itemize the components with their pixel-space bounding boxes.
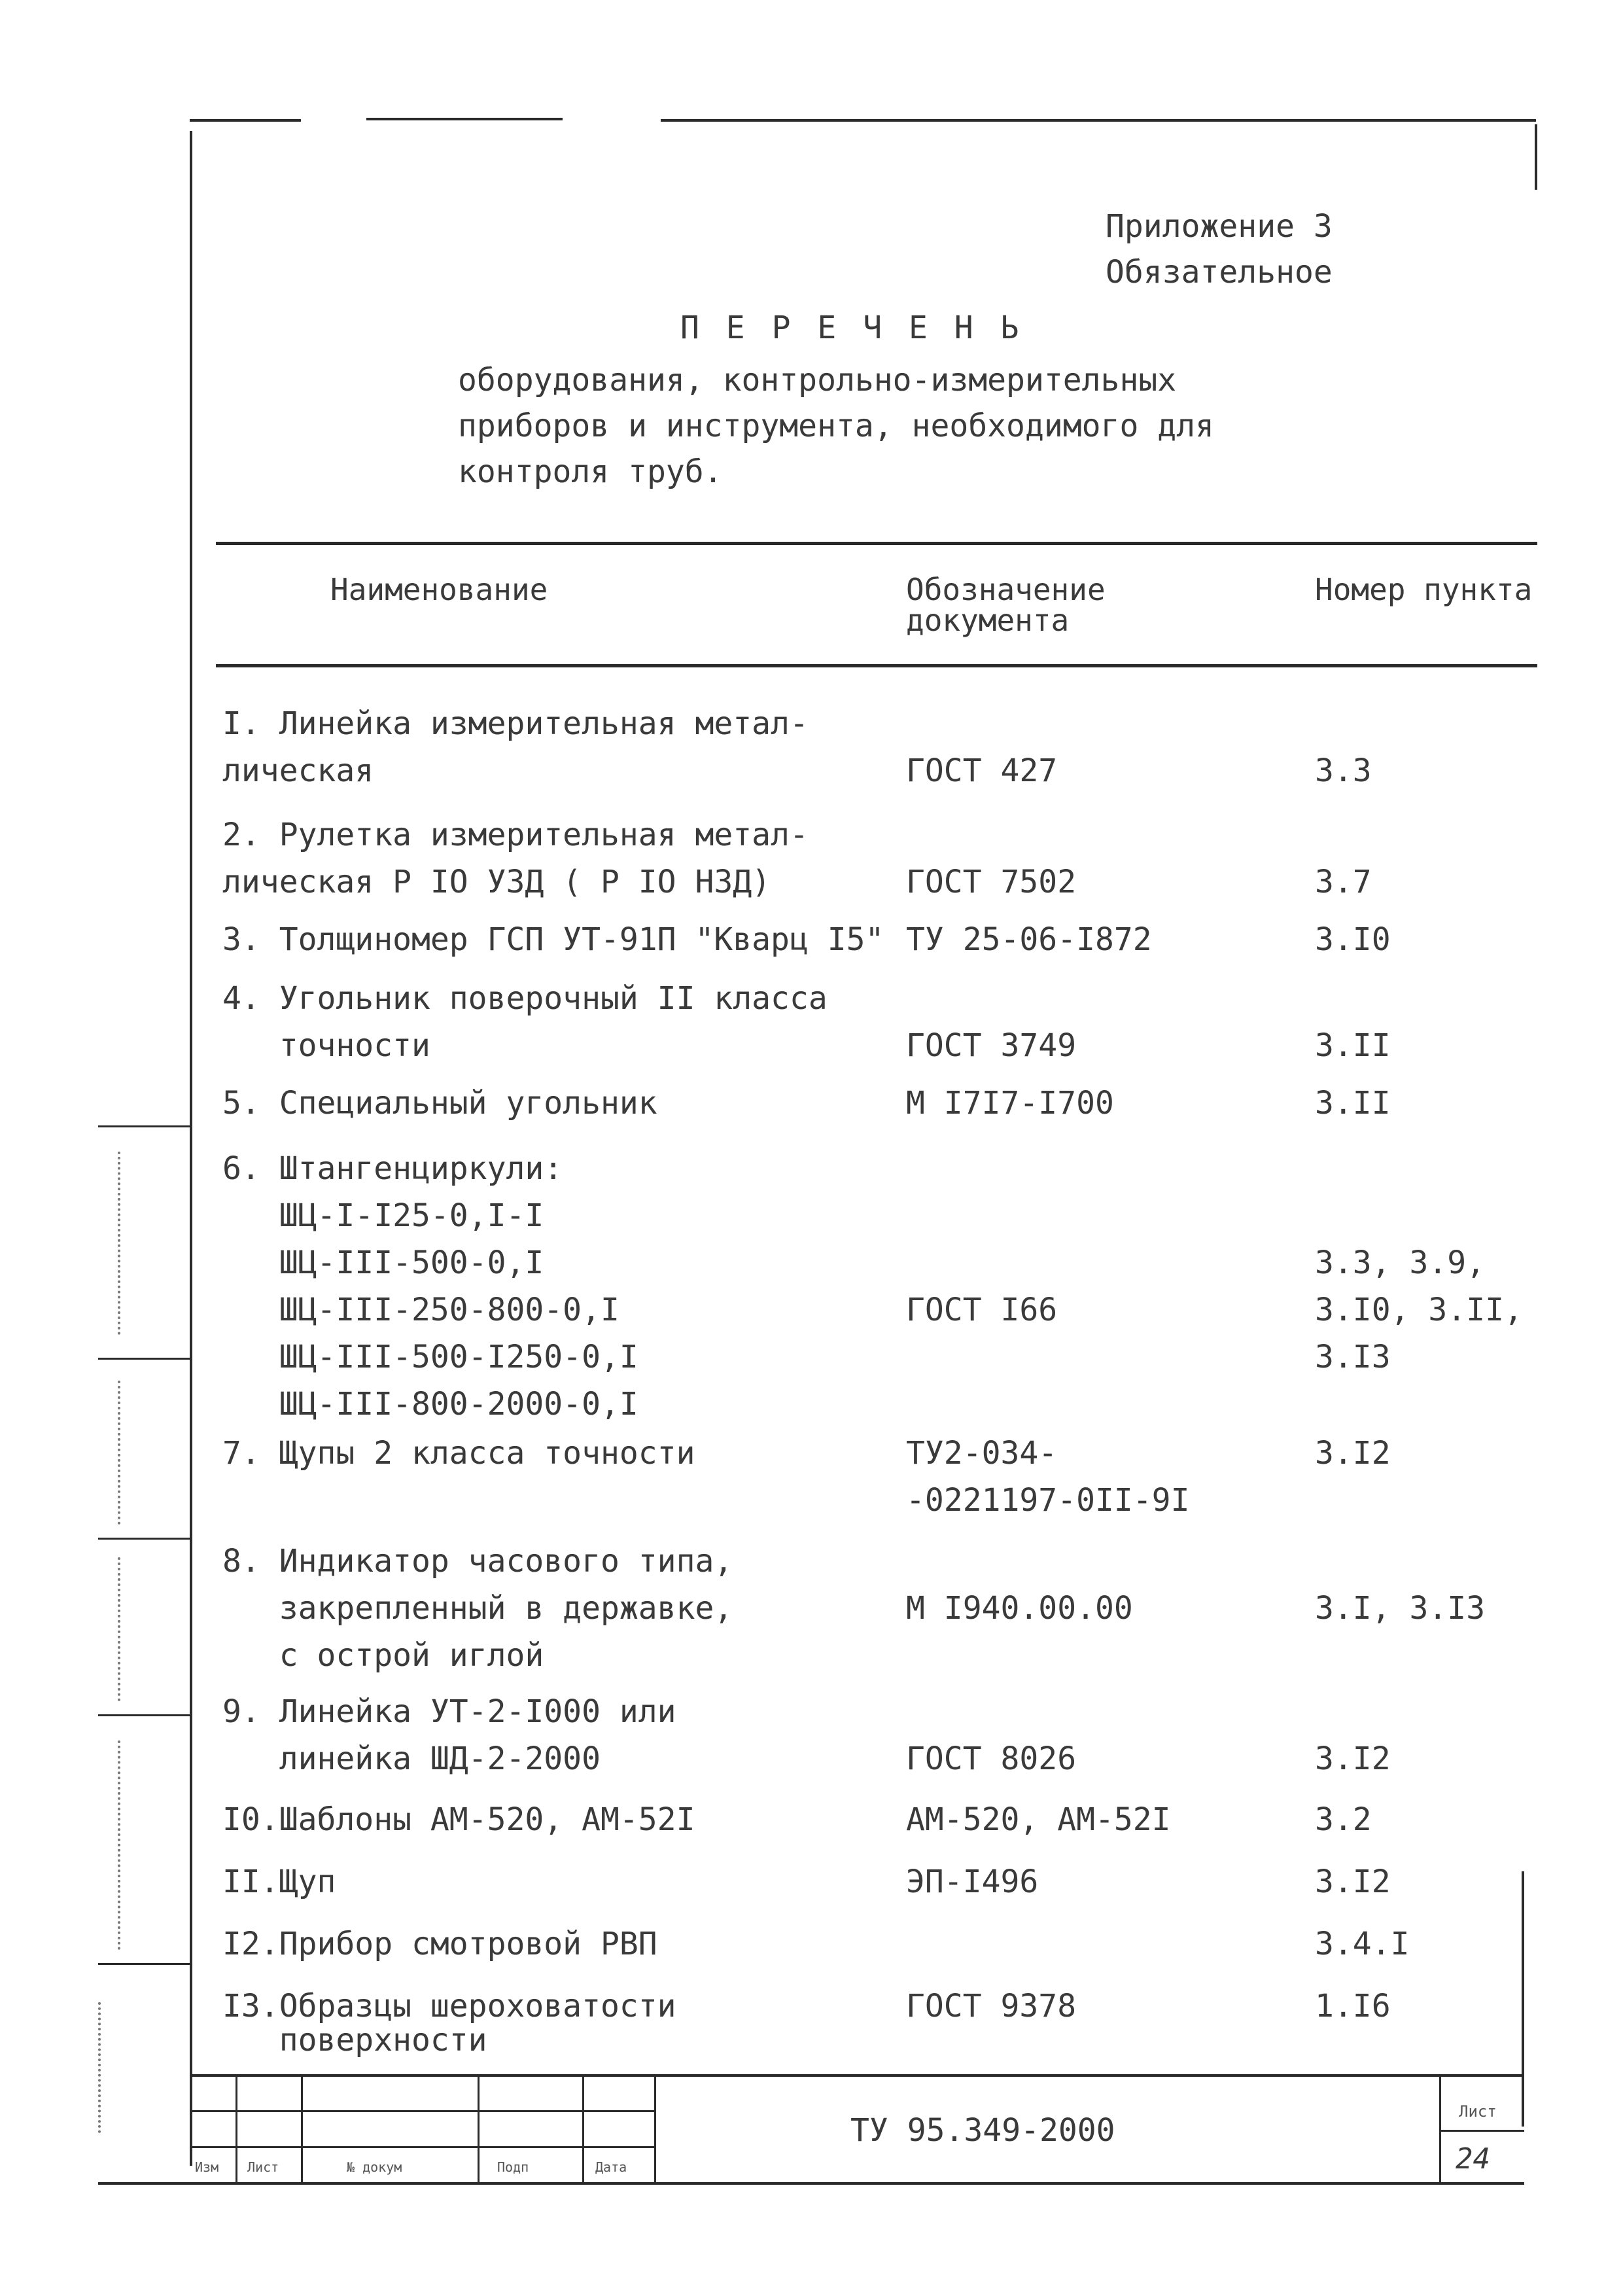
stamp-col-rule: [582, 2074, 584, 2182]
row-point: 3.I, 3.I3: [1315, 1590, 1486, 1627]
row-doc: ТУ2-034-: [906, 1435, 1058, 1472]
row-doc: ГОСТ 3749: [906, 1027, 1077, 1064]
margin-dots: [118, 1557, 120, 1701]
stamp-row-rule: [190, 2146, 654, 2148]
row-name: II.Щуп: [222, 1863, 336, 1900]
row-point: 3.I2: [1315, 1435, 1391, 1472]
row-doc: ГОСТ 9378: [906, 1988, 1077, 2024]
frame-right-lower: [1522, 1871, 1524, 2127]
row-doc: ГОСТ 8026: [906, 1740, 1077, 1777]
margin-dots: [118, 1381, 120, 1525]
row-name: 4. Угольник поверочный II класса: [222, 980, 828, 1017]
row-point: 3.I2: [1315, 1740, 1391, 1777]
row-name: 6. Штангенциркули:: [222, 1150, 563, 1187]
row-name: ШЦ-III-500-0,I: [222, 1245, 544, 1281]
row-doc: ГОСТ 427: [906, 752, 1058, 789]
row-point: 3.3: [1315, 752, 1372, 789]
row-doc: -0221197-0II-9I: [906, 1482, 1190, 1519]
row-name: поверхности: [222, 2022, 487, 2058]
row-name: 3. Толщиномер ГСП УТ-91П "Кварц I5": [222, 921, 884, 958]
row-name: точности: [222, 1027, 430, 1064]
row-point: 3.II: [1315, 1085, 1391, 1122]
row-name: ШЦ-III-250-800-0,I: [222, 1292, 620, 1328]
row-point: 3.2: [1315, 1801, 1372, 1838]
table-header-rule: [216, 664, 1537, 667]
row-point: 3.3, 3.9,: [1315, 1245, 1486, 1281]
stamp-col-rule: [301, 2074, 303, 2182]
row-name: 2. Рулетка измерительная метал-: [222, 817, 809, 853]
row-name: закрепленный в державке,: [222, 1590, 733, 1627]
stamp-sheet-rule: [1439, 2130, 1524, 2132]
row-name: с острой иглой: [222, 1637, 544, 1674]
row-point: 3.I0: [1315, 921, 1391, 958]
row-point: 3.7: [1315, 864, 1372, 900]
row-doc: ГОСТ I66: [906, 1292, 1058, 1328]
document-heading: П Е Р Е Ч Е Н Ь: [680, 309, 1023, 346]
row-name: лическая Р IO УЗД ( Р IO НЗД): [222, 864, 771, 900]
row-name: ШЦ-III-800-2000-0,I: [222, 1386, 638, 1422]
row-name: 7. Щупы 2 класса точности: [222, 1435, 695, 1472]
margin-line: [98, 1963, 191, 1965]
row-name: ШЦ-I-I25-0,I-I: [222, 1197, 544, 1234]
row-name: I3.Образцы шероховатости: [222, 1988, 676, 2024]
document-code: ТУ 95.349-2000: [850, 2112, 1115, 2149]
stamp-label-date: Дата: [595, 2159, 627, 2175]
row-name: линейка ШД-2-2000: [222, 1740, 601, 1777]
stamp-label-docnum: № докум: [347, 2159, 402, 2175]
title-line: оборудования, контрольно-измерительных: [458, 362, 1177, 398]
frame-top-right: [661, 119, 1536, 122]
column-header-point: Номер пункта: [1315, 572, 1533, 607]
margin-line: [98, 1538, 191, 1540]
margin-line: [98, 1125, 191, 1127]
margin-dots: [118, 1152, 120, 1335]
row-doc: ГОСТ 7502: [906, 864, 1077, 900]
stamp-col-rule: [478, 2074, 480, 2182]
row-point: 3.4.I: [1315, 1926, 1410, 1962]
row-doc: ЭП-I496: [906, 1863, 1039, 1900]
row-point: 3.I3: [1315, 1339, 1391, 1375]
row-point: 3.II: [1315, 1027, 1391, 1064]
page-number: 24: [1456, 2142, 1490, 2176]
row-doc: АМ-520, АМ-52I: [906, 1801, 1171, 1838]
stamp-bottom-rule: [98, 2182, 1524, 2185]
row-point: 3.I2: [1315, 1863, 1391, 1900]
stamp-label-signature: Подп: [497, 2159, 529, 2175]
table-top-rule: [216, 542, 1537, 545]
title-line: приборов и инструмента, необходимого для: [458, 408, 1214, 444]
appendix-number: Приложение 3: [1106, 208, 1333, 245]
column-header-doc: Обозначение: [906, 572, 1106, 607]
appendix-status: Обязательное: [1106, 254, 1333, 291]
row-name: I2.Прибор смотровой РВП: [222, 1926, 657, 1962]
stamp-col-rule: [236, 2074, 237, 2182]
row-name: 9. Линейка УТ-2-I000 или: [222, 1693, 676, 1730]
row-point: 3.I0, 3.II,: [1315, 1292, 1523, 1328]
row-doc: М I940.00.00: [906, 1590, 1133, 1627]
stamp-row-rule: [190, 2110, 654, 2112]
frame-right: [1535, 124, 1537, 190]
margin-dots: [118, 1740, 120, 1950]
column-header-name: Наименование: [330, 572, 548, 607]
frame-left: [190, 131, 192, 2166]
stamp-label-sheet: Лист: [247, 2159, 279, 2175]
row-name: I. Линейка измерительная метал-: [222, 705, 809, 742]
margin-dots: [98, 2002, 101, 2133]
title-line: контроля труб.: [458, 453, 723, 490]
stamp-col-rule: [654, 2074, 656, 2182]
margin-line: [98, 1358, 191, 1360]
row-name: I0.Шаблоны АМ-520, АМ-52I: [222, 1801, 695, 1838]
sheet-label: Лист: [1459, 2102, 1497, 2121]
row-point: 1.I6: [1315, 1988, 1391, 2024]
stamp-top-rule: [190, 2074, 1524, 2077]
frame-top-mid: [366, 118, 563, 120]
stamp-label-change: Изм: [195, 2159, 219, 2175]
frame-top-left: [190, 119, 301, 122]
row-doc: М I7I7-I700: [906, 1085, 1114, 1122]
row-name: 5. Специальный угольник: [222, 1085, 657, 1122]
row-name: ШЦ-III-500-I250-0,I: [222, 1339, 638, 1375]
stamp-sheet-rule: [1439, 2074, 1441, 2182]
column-header-doc: документа: [906, 603, 1070, 638]
margin-line: [98, 1714, 191, 1716]
row-name: 8. Индикатор часового типа,: [222, 1543, 733, 1580]
row-doc: ТУ 25-06-I872: [906, 921, 1152, 958]
row-name: лическая: [222, 752, 374, 789]
